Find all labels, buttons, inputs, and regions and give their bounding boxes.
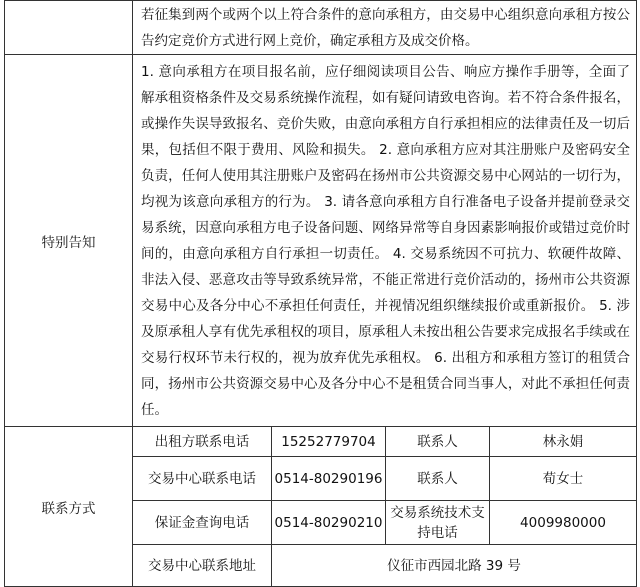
lessor-contact-label: 联系人 bbox=[386, 427, 490, 457]
lessor-phone-label: 出租方联系电话 bbox=[133, 427, 272, 457]
center-contact-label: 联系人 bbox=[386, 457, 490, 501]
contact-row bbox=[5, 427, 637, 457]
tech-support-value: 4009980000 bbox=[490, 501, 637, 545]
bidding-label-cell bbox=[5, 1, 133, 55]
deposit-phone-label: 保证金查询电话 bbox=[133, 501, 272, 545]
center-phone-value: 0514-80290196 bbox=[272, 457, 386, 501]
notice-label: 特别告知 bbox=[5, 55, 133, 427]
address-label: 交易中心联系地址 bbox=[133, 545, 272, 587]
bidding-text: 若征集到两个或两个以上符合条件的意向承租方，由交易中心组织意向承租方按公告约定竞价方式进行网上竞价，确定承租方及成交价格。 bbox=[133, 1, 637, 55]
lessor-phone-value: 15252779704 bbox=[272, 427, 386, 457]
tech-support-label: 交易系统技术支持电话 bbox=[386, 501, 490, 545]
lessor-contact-value: 林永娟 bbox=[490, 427, 637, 457]
info-table bbox=[4, 0, 637, 587]
center-phone-label: 交易中心联系电话 bbox=[133, 457, 272, 501]
bidding-row bbox=[5, 1, 637, 55]
contact-label: 联系方式 bbox=[5, 427, 133, 587]
address-value: 仪征市西园北路 39 号 bbox=[272, 545, 637, 587]
deposit-phone-value: 0514-80290210 bbox=[272, 501, 386, 545]
center-contact-value: 荀女士 bbox=[490, 457, 637, 501]
notice-row bbox=[5, 55, 637, 427]
notice-text: 1. 意向承租方在项目报名前，应仔细阅读项目公告、响应方操作手册等，全面了解承租资格条件及交易系统操作流程，如有疑问请致电咨询。若不符合条件报名，或操作失误导致报名、竞价失败，由意向承租方自行承担相应的法律责任及一切后果，包括但不限于费用、风险和损失。 2. 意向承租方应对其注册账户及密码安全负责，任何人使用其注册账户及密码在扬州市公共资源交易中心网站的一切行为，均视为该意向承租方的行为。 3. 请各意向承租方自行准备电子设备并提前登录交易系统，因意向承租方电子设备问题、网络异常等自身因素影响报价或错过竞价时间的，由意向承租方自行承担一切责任。 4. 交易系统因不可抗力、软硬件故障、非法入侵、恶意攻击等导致系统异常，不能正常进行竞价活动的，扬州市公共资源交易中心及各分中心不承担任何责任，并视情况组织继续报价或重新报价。 5. 涉及原承租人享有优先承租权的项目，原承租人未按出租公告要求完成报名手续或在交易行权环节未行权的，视为放弃优先承租权。 6. 出租方和承租方签订的租赁合同，扬州市公共资源交易中心及各分中心不是租赁合同当事人，对此不承担任何责任。 bbox=[133, 55, 637, 427]
